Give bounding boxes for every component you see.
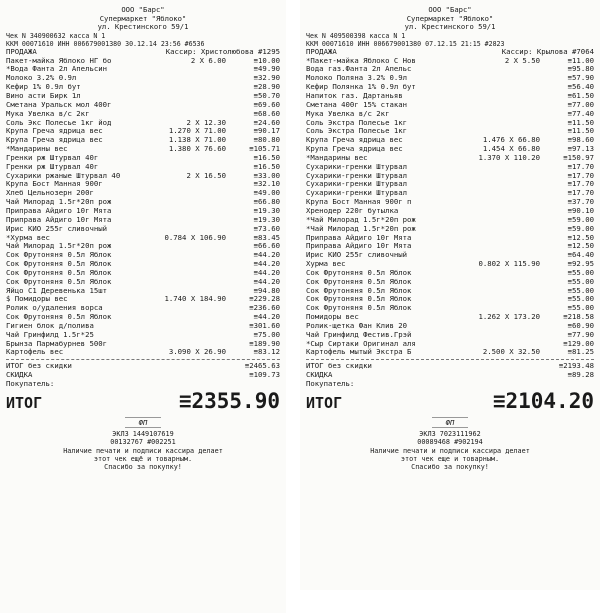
footer-thanks: Спасибо за покупку! xyxy=(104,463,182,472)
item-name: Брынза Пармабурнев 500г xyxy=(6,338,108,348)
item-name: Ролик о/удаления ворса xyxy=(6,303,103,313)
item-price: ≡94.80 xyxy=(253,285,280,295)
item-name: Чай Милорад 1.5г*20п рож xyxy=(6,197,112,207)
item-name: Приправа Айдиго 10г Мята xyxy=(6,205,112,215)
item-quantity-calc: 1.370 X 110.20 xyxy=(478,152,540,162)
item-price: ≡12.50 xyxy=(567,241,594,251)
item-price: ≡56.40 xyxy=(567,82,594,92)
buyer-label: Покупатель: xyxy=(306,379,355,388)
item-name: Сок Фрутоняня 0.5л Яблок xyxy=(306,276,412,286)
item-price: ≡69.60 xyxy=(253,99,280,109)
total-row xyxy=(6,389,280,413)
store-address: ул. Крестинского 59/1 xyxy=(97,22,189,32)
subtotal-row xyxy=(306,362,594,371)
item-name: Сок Фрутоняня 0.5л Яблок xyxy=(6,267,112,277)
item-name: Мука Увелка в/с 2кг xyxy=(6,108,90,118)
fiscal-label: ФП xyxy=(125,417,162,428)
separator xyxy=(306,359,594,360)
item-name: *Сыр Сиртаки Оригинал аля xyxy=(306,338,416,348)
item-name: Гигиен блок д/полива xyxy=(6,320,94,330)
discount-value: ≡89.28 xyxy=(567,370,594,380)
footer-note-2: этот чек ещё и товарным. xyxy=(93,455,193,464)
item-name: Сухарики-гренки Штурвал xyxy=(306,188,408,198)
item-quantity-calc: 2 X 12.30 xyxy=(186,117,226,127)
item-list xyxy=(6,57,280,358)
company-name: ООО "Барс" xyxy=(121,5,165,14)
total-row xyxy=(306,389,594,413)
sale-label: ПРОДАЖА xyxy=(306,46,337,56)
item-name: *Вода Фанта 2л Апельсин xyxy=(6,64,108,74)
item-price: ≡28.90 xyxy=(253,82,280,92)
item-price: ≡55.00 xyxy=(567,294,594,304)
item-price: ≡59.00 xyxy=(567,214,594,224)
cashier: Кассир: Крылова #7064 xyxy=(501,46,594,56)
item-quantity-calc: 1.262 X 173.20 xyxy=(478,312,540,322)
item-price: ≡49.00 xyxy=(253,188,280,198)
buyer-row xyxy=(6,380,280,389)
item-price: ≡61.50 xyxy=(567,91,594,100)
item-price: ≡229.28 xyxy=(249,294,280,304)
store-name: Супермаркет "Яблоко" xyxy=(99,13,187,23)
separator xyxy=(6,359,280,360)
item-price: ≡55.00 xyxy=(567,276,594,286)
item-name: Ирис КИО 255г сливочный xyxy=(306,250,408,260)
item-price: ≡59.00 xyxy=(567,223,594,233)
discount-label: СКИДКА xyxy=(6,370,33,380)
item-name: Сухарики-гренки Штурвал xyxy=(306,170,408,180)
item-price: ≡44.20 xyxy=(253,250,280,260)
item-price: ≡57.90 xyxy=(567,73,594,83)
item-name: Вода газ.Фанта 2л Апельс xyxy=(306,64,412,74)
subtotal-value: ≡2193.48 xyxy=(558,361,594,371)
item-name: Крупа Греча ядрица вес xyxy=(6,135,103,145)
check-number: Чек N 340900632 касса N 1 xyxy=(6,31,106,40)
item-price: ≡64.40 xyxy=(567,250,594,260)
cashier: Кассир: Христолюбова #1295 xyxy=(165,46,280,56)
item-price: ≡68.60 xyxy=(253,108,280,118)
item-name: Вино асти Бирк 1л xyxy=(6,91,81,100)
item-price: ≡92.95 xyxy=(567,259,594,269)
subtotal-label: ИТОГ без скидки xyxy=(306,361,372,371)
item-name: Сметана Уральск мол 400г xyxy=(6,99,112,109)
item-name: Сок Фрутоняня 0.5л Яблок xyxy=(6,276,112,286)
item-quantity-calc: 1.454 X 66.80 xyxy=(482,144,540,154)
item-name: Ирис КИО 255г сливочный xyxy=(6,223,108,233)
item-name: Сметана 400г 15% стакан xyxy=(306,99,408,109)
item-quantity-calc: 1.270 X 71.00 xyxy=(168,126,226,136)
item-name: Сухарики ржаные Штурвал 40 xyxy=(6,170,121,180)
item-price: ≡24.60 xyxy=(253,117,280,127)
item-quantity-calc: 2 X 16.50 xyxy=(186,170,226,180)
receipt-item-row xyxy=(6,348,280,357)
doc-number: 00132767 #002251 xyxy=(110,438,176,447)
item-name: Яйцо С1 Деревенька 15шт xyxy=(6,285,108,295)
item-quantity-calc: 1.476 X 66.80 xyxy=(482,135,540,145)
item-price: ≡301.60 xyxy=(249,320,280,330)
buyer-row xyxy=(306,380,594,389)
item-name: Сок Фрутоняня 0.5л Яблок xyxy=(306,267,412,277)
item-price: ≡32.90 xyxy=(253,73,280,83)
kkm-line: ККМ 00071610 ИНН 006679001380 30.12.14 23:56 #6536 xyxy=(6,39,205,48)
item-name: Крупа Бост Манная 900г xyxy=(6,179,103,189)
item-price: ≡33.00 xyxy=(253,170,280,180)
item-list xyxy=(306,57,594,358)
item-name: Крупа Греча ядрица вес xyxy=(306,135,403,145)
item-quantity-calc: 3.090 X 26.90 xyxy=(168,347,226,357)
item-name: Кефир Полянка 1% 0.9л бут xyxy=(306,82,416,92)
item-price: ≡16.50 xyxy=(253,161,280,171)
item-price: ≡83.12 xyxy=(253,347,280,357)
item-price: ≡10.00 xyxy=(253,55,280,65)
item-price: ≡73.60 xyxy=(253,223,280,233)
item-price: ≡17.70 xyxy=(567,170,594,180)
total-label: ИТОГ xyxy=(6,393,43,412)
footer-note-1: Наличие печати и подписи кассира делает xyxy=(370,446,530,455)
item-name: Гренки рж Штурвал 40г xyxy=(6,152,99,162)
item-quantity-calc: 2 X 6.00 xyxy=(190,55,226,65)
item-name: Хурма вес xyxy=(306,259,346,269)
check-number: Чек N 409500398 касса N 1 xyxy=(306,31,406,40)
item-price: ≡77.90 xyxy=(567,329,594,339)
item-name: Ролик-щетка Фан Клив 20 xyxy=(306,320,408,330)
item-name: Молоко Поляна 3.2% 0.9л xyxy=(306,73,408,83)
company-name: ООО "Барс" xyxy=(428,5,472,14)
item-quantity-calc: 1.740 X 184.90 xyxy=(164,294,226,304)
item-price: ≡90.17 xyxy=(253,126,280,136)
fiscal-label: ФП xyxy=(432,417,469,428)
subtotal-value: ≡2465.63 xyxy=(244,361,280,371)
item-price: ≡12.50 xyxy=(567,232,594,242)
item-name: Пакет-майка Яблоко НГ бо xyxy=(6,55,112,65)
item-price: ≡218.58 xyxy=(563,312,594,322)
item-quantity-calc: 2 X 5.50 xyxy=(504,55,540,65)
receipt-right xyxy=(300,0,600,590)
item-price: ≡37.70 xyxy=(567,197,594,207)
item-price: ≡44.20 xyxy=(253,276,280,286)
item-name: Соль Экстра Полесье 1кг xyxy=(306,126,408,136)
item-price: ≡75.00 xyxy=(253,329,280,339)
item-name: Сок Фрутоняня 0.5л Яблок xyxy=(6,312,112,322)
item-name: *Хурма вес xyxy=(6,232,50,242)
item-name: Приправа Айдиго 10г Мята xyxy=(306,241,412,251)
footer-thanks: Спасибо за покупку! xyxy=(411,463,489,472)
item-price: ≡189.90 xyxy=(249,338,280,348)
subtotal-label: ИТОГ без скидки xyxy=(6,361,72,371)
item-name: *Чай Милорад 1.5г*20п рож xyxy=(306,214,416,224)
item-name: Сок Фрутоняня 0.5л Яблок xyxy=(306,285,412,295)
buyer-label: Покупатель: xyxy=(6,379,55,388)
item-name: Картофель вес xyxy=(6,347,64,357)
item-name: Помидоры вес xyxy=(306,312,359,322)
item-price: ≡11.50 xyxy=(567,117,594,127)
item-price: ≡44.20 xyxy=(253,259,280,269)
item-name: Крупа Греча ядрица вес xyxy=(306,144,403,154)
item-price: ≡129.00 xyxy=(563,338,594,348)
item-price: ≡11.50 xyxy=(567,126,594,136)
item-name: *Мандарины вес xyxy=(306,152,368,162)
item-name: *Мандарины вес xyxy=(6,144,68,154)
item-name: Крупа Бост Манная 900г п xyxy=(306,197,412,207)
item-name: *Чай Милорад 1.5г*20п рож xyxy=(306,223,416,233)
store-name: Супермаркет "Яблоко" xyxy=(406,13,494,23)
item-name: Приправа Айдиго 10г Мята xyxy=(6,214,112,224)
item-quantity-calc: 2.500 X 32.50 xyxy=(482,347,540,357)
item-name: *Пакет-майка Яблоко С Нов xyxy=(306,55,416,65)
doc-number: 00089468 #902194 xyxy=(417,438,483,447)
item-quantity-calc: 0.784 X 106.90 xyxy=(164,232,226,242)
item-price: ≡60.90 xyxy=(567,320,594,330)
receipt-left xyxy=(0,0,286,613)
item-price: ≡17.70 xyxy=(567,179,594,189)
fiscal-mark xyxy=(306,417,594,428)
item-name: $ Помидоры вес xyxy=(6,294,68,304)
item-name: Сухарики-гренки Штурвал xyxy=(306,161,408,171)
total-value: ≡2104.20 xyxy=(492,388,594,413)
item-price: ≡49.90 xyxy=(253,64,280,74)
subtotal-row xyxy=(6,362,280,371)
discount-label: СКИДКА xyxy=(306,370,333,380)
item-name: Гренки рж Штурвал 40г xyxy=(6,161,99,171)
footer-note-2: этот чек еще и товарным. xyxy=(400,455,500,464)
item-price: ≡83.45 xyxy=(253,232,280,242)
item-name: Крупа Греча ядрица вес xyxy=(6,126,103,136)
item-name: Мука Увелка в/с 2кг xyxy=(306,108,390,118)
kkm-line: ККМ 00071610 ИНН 006679001380 07.12.15 21:15 #2823 xyxy=(306,39,505,48)
item-name: Чай Милорад 1.5г*20п рож xyxy=(6,241,112,251)
item-price: ≡98.60 xyxy=(567,135,594,145)
item-price: ≡66.60 xyxy=(253,241,280,251)
item-quantity-calc: 1.380 X 76.60 xyxy=(168,144,226,154)
item-quantity-calc: 0.802 X 115.90 xyxy=(478,259,540,269)
item-price: ≡44.20 xyxy=(253,312,280,322)
item-name: Сухарики-гренки Штурвал xyxy=(306,179,408,189)
item-name: Молоко 3.2% 0.9л xyxy=(6,73,77,83)
item-price: ≡16.50 xyxy=(253,152,280,162)
receipt-item-row xyxy=(306,251,594,260)
total-label: ИТОГ xyxy=(306,393,343,412)
item-price: ≡77.00 xyxy=(567,99,594,109)
item-name: Приправа Айдиго 10г Мята xyxy=(306,232,412,242)
item-quantity-calc: 1.138 X 71.00 xyxy=(168,135,226,145)
item-price: ≡236.60 xyxy=(249,303,280,313)
store-address: ул. Крестинского 59/1 xyxy=(404,22,496,32)
sale-label: ПРОДАЖА xyxy=(6,46,37,56)
receipt-item-row xyxy=(306,348,594,357)
item-name: Сок Фрутоняня 0.5л Яблок xyxy=(306,294,412,304)
eklz-line: ЭКЛЗ 1449107619 xyxy=(112,429,174,438)
item-name: Хренодер 220г бутылка xyxy=(306,205,399,215)
item-price: ≡95.80 xyxy=(567,64,594,74)
item-price: ≡55.00 xyxy=(567,267,594,277)
item-name: Чай Гринфилд 1.5г*25 xyxy=(6,329,94,339)
discount-value: ≡109.73 xyxy=(249,370,280,380)
item-price: ≡17.70 xyxy=(567,188,594,198)
item-price: ≡19.30 xyxy=(253,205,280,215)
item-price: ≡90.10 xyxy=(567,205,594,215)
item-name: Напиток газ. Дартаньяв xyxy=(306,91,403,100)
item-name: Соль Экс Полесье 1кг йод xyxy=(6,117,112,127)
item-price: ≡77.40 xyxy=(567,108,594,118)
item-price: ≡44.20 xyxy=(253,267,280,277)
item-name: Сок Фрутоняня 0.5л Яблок xyxy=(6,250,112,260)
item-price: ≡55.00 xyxy=(567,285,594,295)
item-price: ≡11.00 xyxy=(567,55,594,65)
item-price: ≡105.71 xyxy=(249,144,280,154)
fiscal-mark xyxy=(6,417,280,428)
footer-note-1: Наличие печати и подписи кассира делает xyxy=(63,446,223,455)
item-price: ≡97.13 xyxy=(567,144,594,154)
item-price: ≡150.97 xyxy=(563,152,594,162)
item-price: ≡80.80 xyxy=(253,135,280,145)
item-price: ≡19.30 xyxy=(253,214,280,224)
item-name: Чай Гринфилд Фестив.Грэй xyxy=(306,329,412,339)
item-name: Картофель мытый Экстра Б xyxy=(306,347,412,357)
item-price: ≡66.80 xyxy=(253,197,280,207)
total-value: ≡2355.90 xyxy=(178,388,280,413)
item-name: Сок Фрутоняня 0.5л Яблок xyxy=(306,303,412,313)
item-price: ≡17.70 xyxy=(567,161,594,171)
item-price: ≡32.10 xyxy=(253,179,280,189)
item-name: Хлеб Цельнозерн 200г xyxy=(6,188,94,198)
item-name: Сок Фрутоняня 0.5л Яблок xyxy=(6,259,112,269)
item-name: Кефир 1% 0.9л бут xyxy=(6,82,81,92)
item-price: ≡55.00 xyxy=(567,303,594,313)
item-name: Соль Экстра Полесье 1кг xyxy=(306,117,408,127)
item-price: ≡81.25 xyxy=(567,347,594,357)
item-price: ≡50.70 xyxy=(253,91,280,100)
eklz-line: ЭКЛЗ 7023111962 xyxy=(419,429,481,438)
